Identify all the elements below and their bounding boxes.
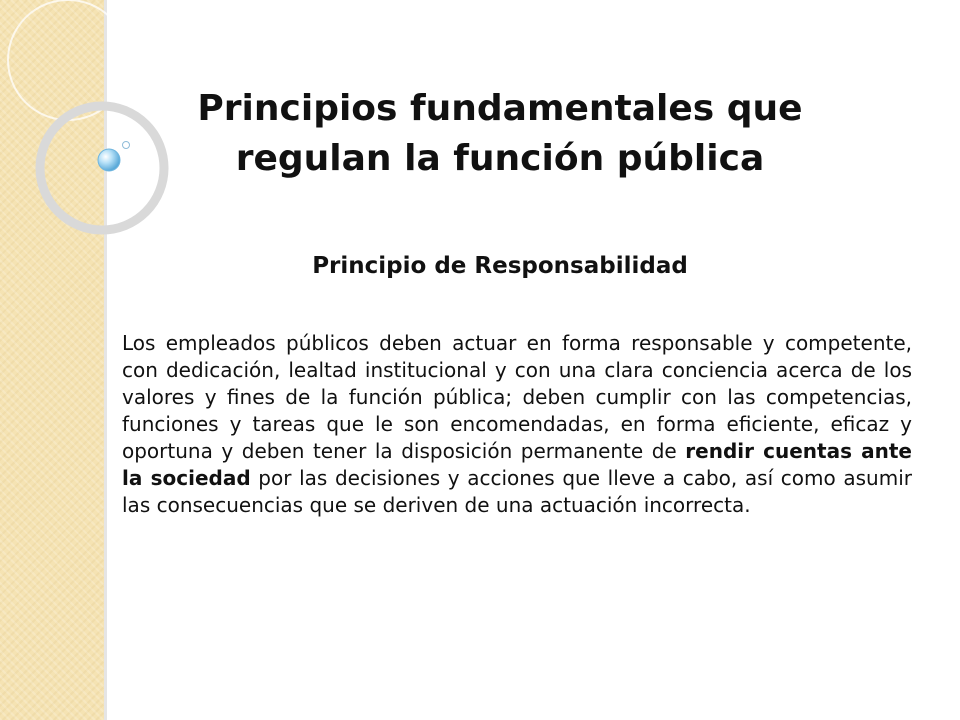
body-paragraph: [122, 330, 912, 519]
slide-subtitle: Principio de Responsabilidad: [312, 253, 688, 279]
small-ring-icon: [123, 142, 130, 149]
slide-title: Principios fundamentales que regulan la función pública: [197, 88, 803, 179]
body-text-part-1: Los empleados públicos deben actuar en forma responsable y competente, con dedicación, lealtad institucional y con una clara conciencia acerca de los valores y fines de la función pública; deben cumplir con las competencias, funciones y tareas que le son encomendadas, en forma eficiente, eficaz y oportuna y deben tener la disposición permanente de: [122, 331, 912, 463]
body-emphasis: rendir cuentas ante la sociedad: [122, 439, 912, 490]
body-text-part-2: por las decisiones y acciones que lleve a cabo, así como asumir las consecuencias que se deriven de una actuación incorrecta.: [122, 466, 912, 517]
blue-orb-icon: [98, 149, 120, 171]
